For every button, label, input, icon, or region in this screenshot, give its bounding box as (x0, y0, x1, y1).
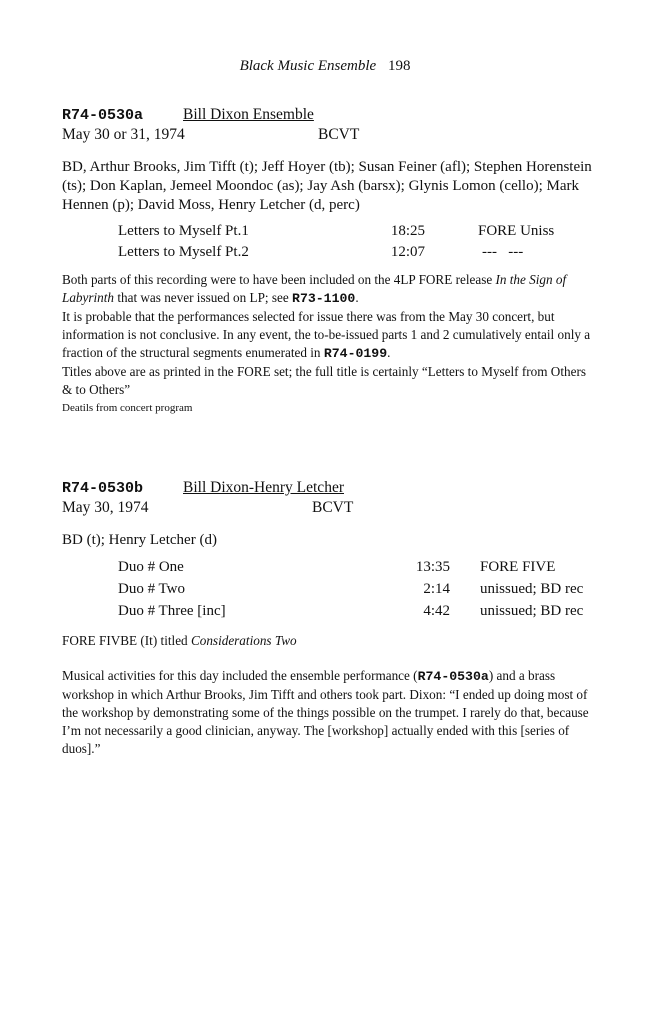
note-a4: Deatils from concert program (62, 402, 193, 414)
header-title: Black Music Ensemble (239, 58, 377, 74)
entry-a-personnel: BD, Arthur Brooks, Jim Tifft (t); Jeff Hoyer (tb); Susan Feiner (afl); Stephen Horenstein (ts); Don Kaplan, Jemeel Moondoc (as); Jay Ash (barsx); Glynis Lomon (cello); Mark Hennen (p); David Moss, Henry Letcher (d, perc) (62, 159, 592, 213)
entry-b-id: R74-0530b (62, 480, 144, 497)
entry-b-artist: Bill Dixon-Henry Letcher (183, 479, 344, 496)
entry-b-venue: BCVT (312, 499, 354, 516)
track-b1-time: 13:35 (415, 559, 450, 575)
entry-b-personnel: BD (t); Henry Letcher (d) (62, 532, 217, 548)
track-b2-title: Duo # Two (118, 581, 186, 597)
entry-b-note: FORE FIVBE (It) titled Considerations Two (62, 633, 297, 648)
entry-a-id: R74-0530a (62, 107, 144, 124)
ref-link: R73-1100 (292, 291, 356, 306)
track-a1-title: Letters to Myself Pt.1 (118, 223, 249, 239)
track-b2-time: 2:14 (423, 581, 450, 597)
note-a1: Both parts of this recording were to have been included on the 4LP FORE release In the Sign of Labyrinth that was never issued on LP; see R73-1100. (62, 272, 567, 306)
note-a3: Titles above are as printed in the FORE set; the full title is certainly “Letters to Myself from Others & to Others” (62, 364, 586, 397)
track-b2-release: unissued; BD rec (480, 581, 584, 597)
track-a2-time: 12:07 (390, 244, 425, 260)
track-b3-title: Duo # Three [inc] (118, 603, 226, 619)
track-a2-title: Letters to Myself Pt.2 (118, 244, 249, 260)
track-b3-release: unissued; BD rec (480, 603, 584, 619)
entry-a-venue: BCVT (318, 126, 360, 143)
entry-a-artist: Bill Dixon Ensemble (183, 106, 314, 123)
entry-a-notes (62, 271, 592, 417)
entry-b-date: May 30, 1974 (62, 499, 149, 516)
entry-a-date: May 30 or 31, 1974 (62, 126, 185, 143)
ref-link: R74-0199 (323, 346, 388, 361)
note-a2: It is probable that the performances selected for issue there was from the May 30 concert, but information is not conclusive. In any event, the to-be-issued parts 1 and 2 cumulatively entail only a fraction of the structural segments enumerated in R74-0199. (62, 309, 591, 361)
page-number: 198 (387, 58, 411, 74)
track-b1-title: Duo # One (118, 559, 184, 575)
track-b1-release: FORE FIVE (480, 559, 556, 575)
entry-b-paragraph: Musical activities for this day included the ensemble performance (R74-0530a) and a brass workshop in which Arthur Brooks, Jim Tifft and others took part. Dixon: “I ended up doing most of the workshop by demonstrating some of the things possible on the trumpet. I rarely do that, because I’m not necessarily a good clinician, anyway. The [workshop] actually ended with this [series of duos].” (62, 668, 589, 756)
ref-link: R74-0530a (417, 669, 489, 684)
running-header (0, 58, 650, 75)
track-a1-release: FORE Uniss (478, 223, 555, 239)
track-a2-release: --- --- (482, 244, 524, 260)
track-b3-time: 4:42 (423, 603, 450, 619)
track-a1-time: 18:25 (390, 223, 425, 239)
